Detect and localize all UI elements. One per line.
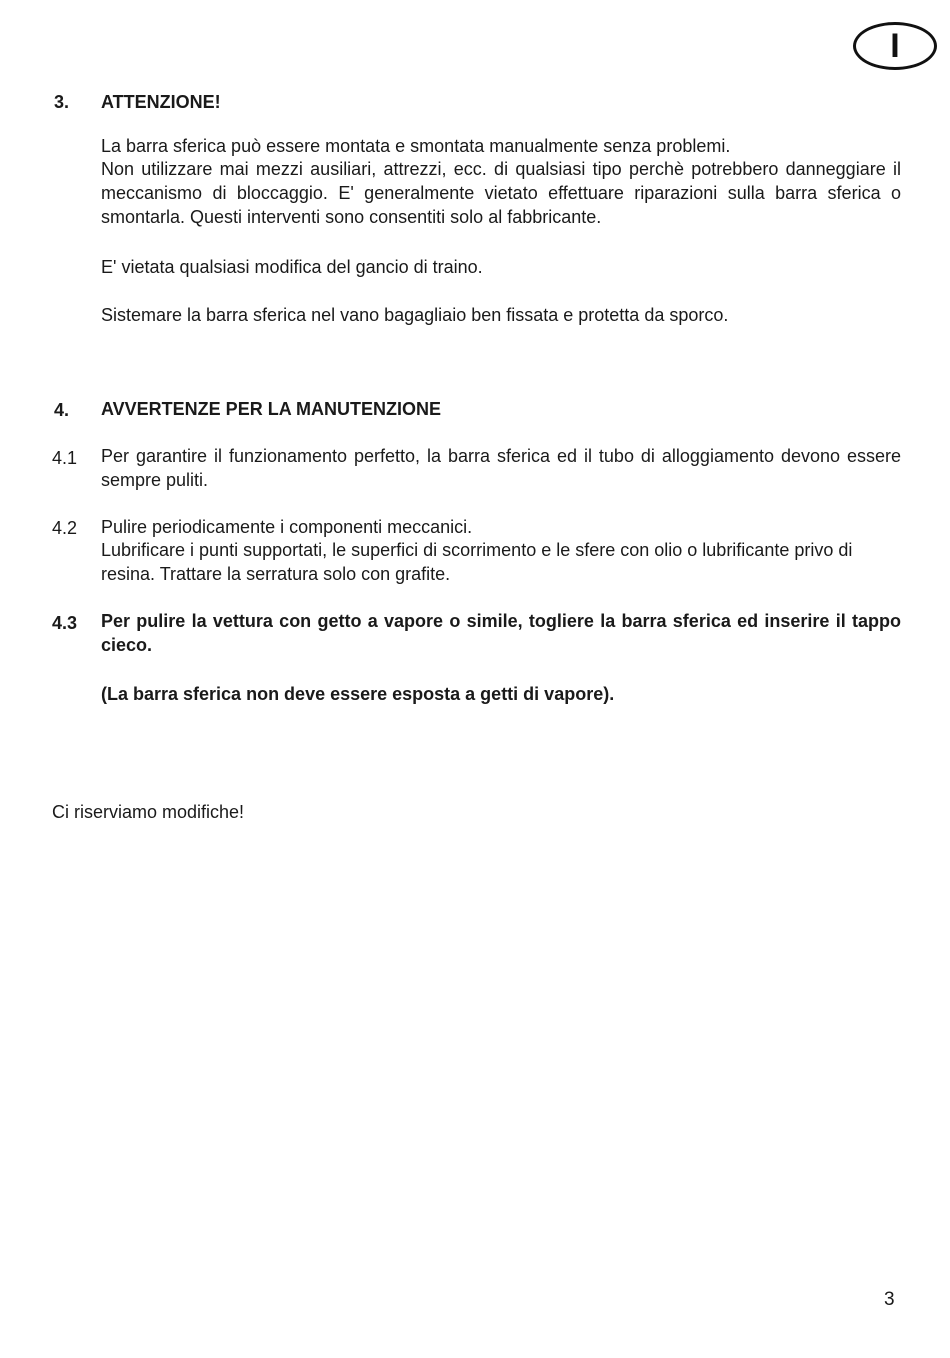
item-4-1-number: 4.1	[52, 448, 78, 468]
item-4-2-text: Pulire periodicamente i componenti meccanici.	[101, 517, 473, 537]
page-number: 3	[884, 1289, 895, 1310]
item-4-2-number: 4.2	[52, 518, 78, 538]
section-3-paragraph-3: E' vietata qualsiasi modifica del gancio di traino.	[101, 257, 483, 277]
section-3-number: 3.	[54, 92, 70, 112]
section-3-title: ATTENZIONE!	[101, 92, 221, 112]
section-4-title: AVVERTENZE PER LA MANUTENZIONE	[101, 399, 442, 419]
section-4-number: 4.	[54, 400, 70, 420]
section-3-paragraph-2: Non utilizzare mai mezzi ausiliari, attrezzi, ecc. di qualsiasi tipo perchè potrebbero danneggiare il meccanismo di bloccaggio. E' generalmente vietato effettuare riparazioni sulla barra sferica o smontarla. Questi interventi sono consentiti solo al fabbricante.	[101, 159, 901, 227]
section-3-paragraph-4: Sistemare la barra sferica nel vano bagagliaio ben fissata e protetta da sporco.	[101, 305, 729, 325]
item-4-3-text: Per pulire la vettura con getto a vapore o simile, togliere la barra sferica ed inserire il tappo cieco.	[101, 611, 901, 655]
section-3-paragraph-1: La barra sferica può essere montata e smontata manualmente senza problemi.	[101, 136, 731, 156]
language-badge	[853, 22, 937, 70]
item-4-2-text-2: Lubrificare i punti supportati, le superfici di scorrimento e le sfere con olio o lubrificante privo di resina. Trattare la serratura solo con grafite.	[101, 540, 853, 584]
item-4-1-text: Per garantire il funzionamento perfetto, la barra sferica ed il tubo di alloggiamento devono essere sempre puliti.	[101, 446, 901, 490]
language-badge-label: I	[890, 27, 900, 65]
footnote: Ci riserviamo modifiche!	[52, 802, 245, 822]
item-4-3-number: 4.3	[52, 613, 78, 633]
item-4-3-text-2: (La barra sferica non deve essere esposta a getti di vapore).	[101, 684, 615, 704]
